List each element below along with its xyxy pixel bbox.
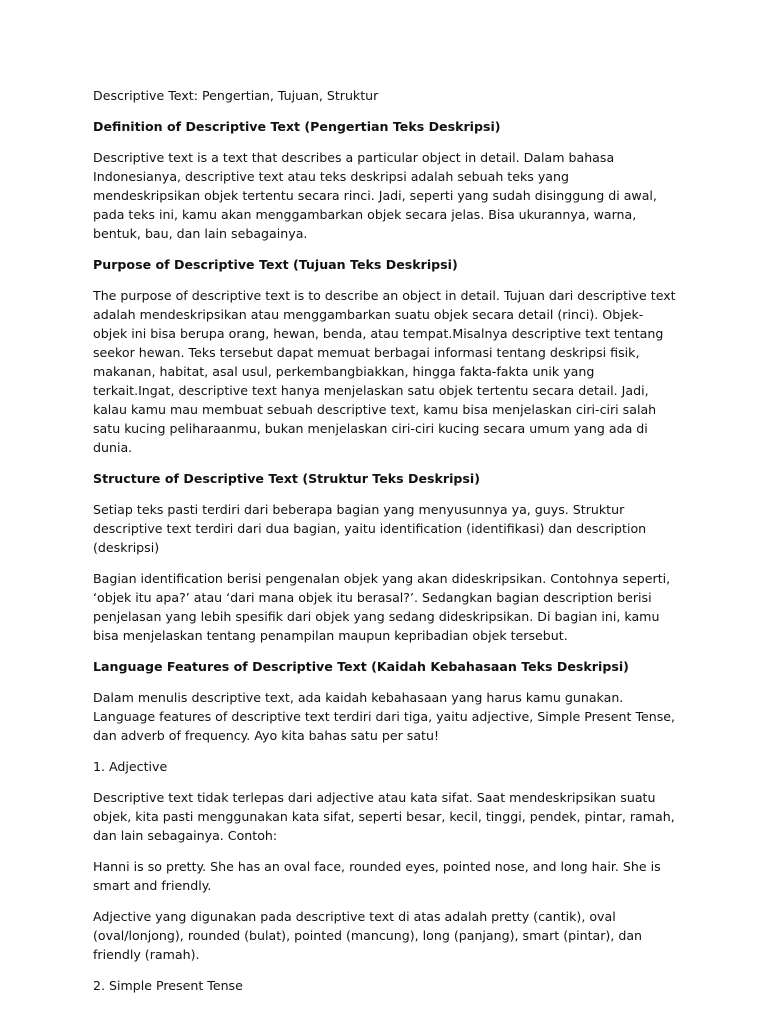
adjective-title: 1. Adjective — [93, 759, 168, 774]
present-tense-title: 2. Simple Present Tense — [93, 978, 243, 993]
structure-body-2: Bagian identification berisi pengenalan objek yang akan dideskripsikan. Contohnya seperti, ‘objek itu apa?’ atau ‘dari mana objek itu berasal?’. Sedangkan bagian description berisi penjelasan yang lebih spesifik dari objek yang sedang dideskripsikan. Di bagian ini, kamu bisa menjelaskan tentang penampilan maupun kepribadian objek tersebut. — [93, 571, 671, 643]
structure-body-1: Setiap teks pasti terdiri dari beberapa bagian yang menyusunnya ya, guys. Struktur descriptive text terdiri dari dua bagian, yaitu identification (identifikasi) dan description (deskripsi) — [93, 502, 647, 555]
adjective-body: Descriptive text tidak terlepas dari adjective atau kata sifat. Saat mendeskripsikan suatu objek, kita pasti menggunakan kata sifat, seperti besar, kecil, tinggi, pendek, pintar, ramah, dan lain sebagainya. Contoh: — [93, 790, 675, 843]
language-features-intro: Dalam menulis descriptive text, ada kaidah kebahasaan yang harus kamu gunakan. Language features of descriptive text terdiri dari tiga, yaitu adjective, Simple Present Tense, dan adverb of frequency. Ayo kita bahas satu per satu! — [93, 690, 676, 743]
purpose-heading: Purpose of Descriptive Text (Tujuan Teks Deskripsi) — [93, 257, 458, 272]
definition-body: Descriptive text is a text that describes a particular object in detail. Dalam bahasa Indonesianya, descriptive text atau teks deskripsi adalah sebuah teks yang mendeskripsikan objek tertentu secara rinci. Jadi, seperti yang sudah disinggung di awal, pada teks ini, kamu akan menggambarkan objek secara jelas. Bisa ukurannya, warna, bentuk, bau, dan lain sebagainya. — [93, 150, 657, 241]
purpose-body: The purpose of descriptive text is to describe an object in detail. Tujuan dari descriptive text adalah mendeskripsikan atau menggambarkan suatu objek secara detail (rinci). Objek-objek ini bisa berupa orang, hewan, benda, atau tempat.Misalnya descriptive text tentang seekor hewan. Teks tersebut dapat memuat berbagai informasi tentang deskripsi fisik, makanan, habitat, asal usul, perkembangbiakkan, hingga fakta-fakta unik yang terkait.Ingat, descriptive text hanya menjelaskan satu objek tertentu secara detail. Jadi, kalau kamu mau membuat sebuah descriptive text, kamu bisa menjelaskan ciri-ciri salah satu kucing peliharaanmu, bukan menjelaskan ciri-ciri kucing secara umum yang ada di dunia. — [93, 288, 676, 455]
definition-heading: Definition of Descriptive Text (Pengertian Teks Deskripsi) — [93, 119, 501, 134]
language-features-heading: Language Features of Descriptive Text (Kaidah Kebahasaan Teks Deskripsi) — [93, 659, 629, 674]
adjective-explanation: Adjective yang digunakan pada descriptive text di atas adalah pretty (cantik), oval (oval/lonjong), rounded (bulat), pointed (mancung), long (panjang), smart (pintar), dan friendly (ramah). — [93, 909, 643, 962]
structure-heading: Structure of Descriptive Text (Struktur Teks Deskripsi) — [93, 471, 480, 486]
adjective-example: Hanni is so pretty. She has an oval face, rounded eyes, pointed nose, and long hair. She is smart and friendly. — [93, 859, 661, 893]
document-title: Descriptive Text: Pengertian, Tujuan, Struktur — [93, 88, 379, 103]
